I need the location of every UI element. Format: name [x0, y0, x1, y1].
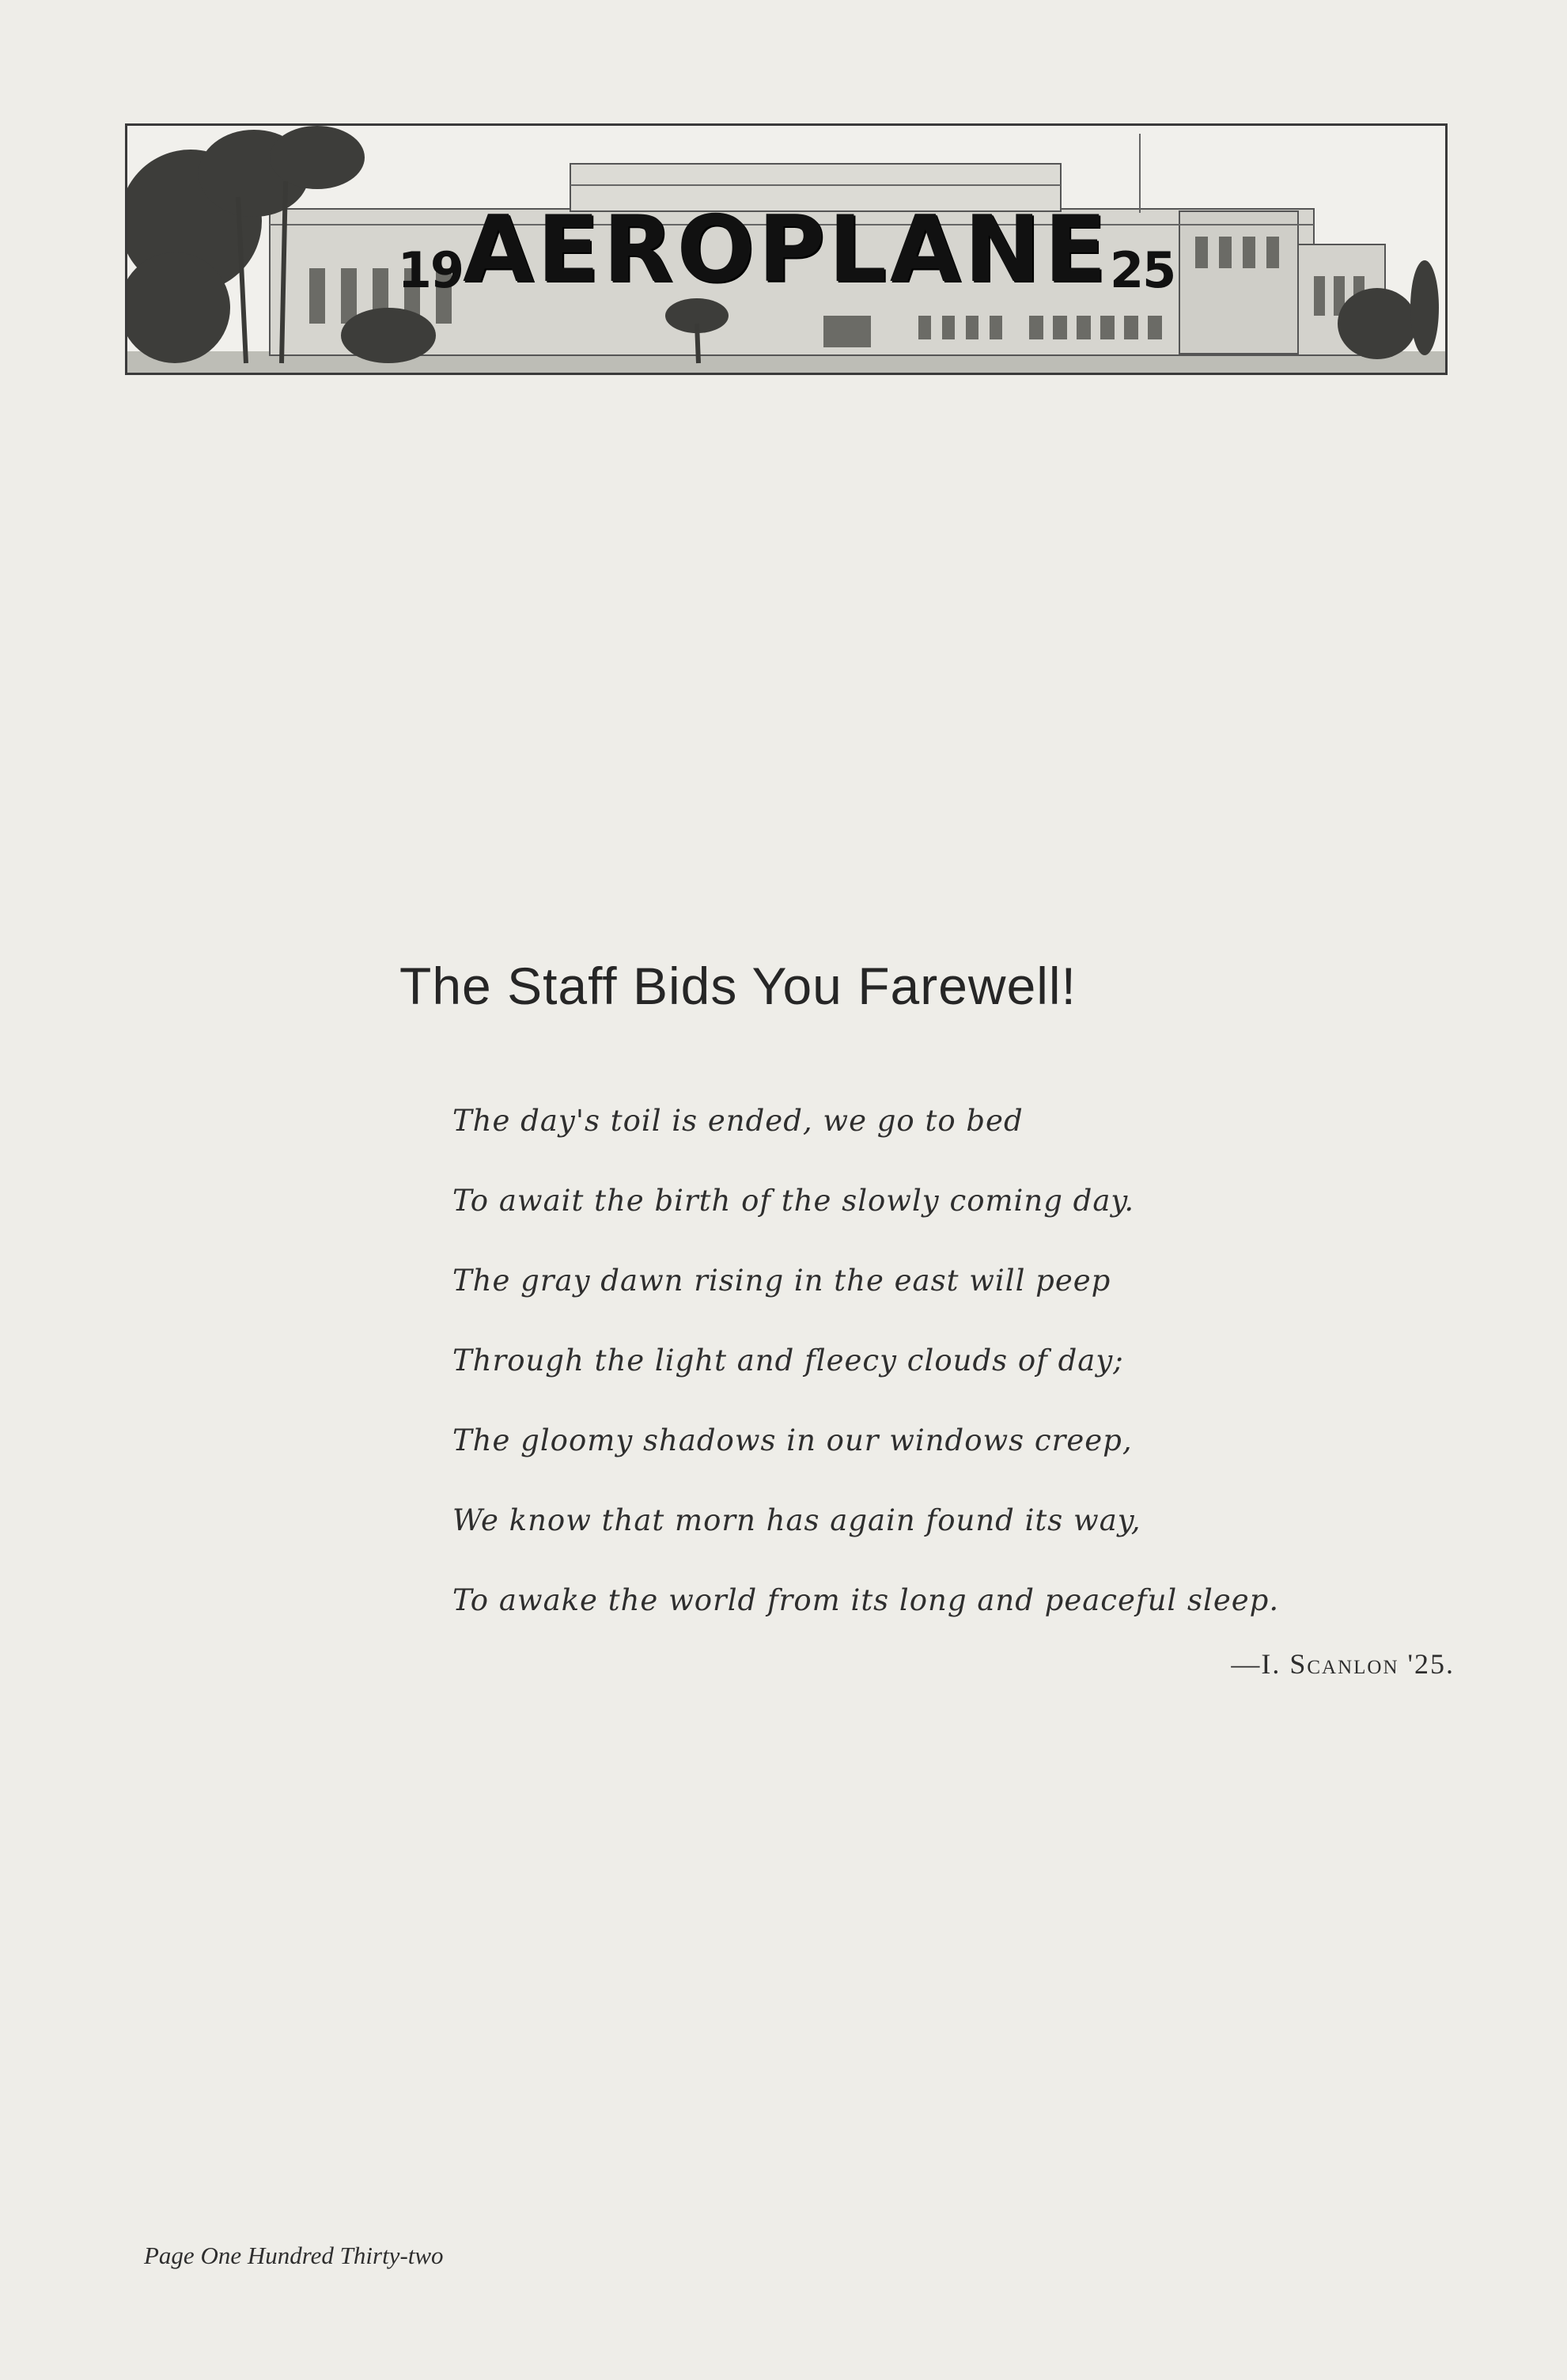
poem-line: The day's toil is ended, we go to bed: [452, 1104, 1024, 1138]
poem-line: To await the birth of the slowly coming day.: [452, 1184, 1135, 1218]
poem-line: The gray dawn rising in the east will peep: [452, 1264, 1111, 1298]
page-title: The Staff Bids You Farewell!: [399, 957, 1077, 1015]
school-building-illustration: [127, 126, 1445, 373]
poem-line: The gloomy shadows in our windows creep,: [452, 1423, 1133, 1457]
poem-line: Through the light and fleecy clouds of day;: [452, 1343, 1124, 1378]
banner-title-text: AEROPLANE: [463, 195, 1110, 303]
banner-year-suffix: 25: [1109, 241, 1175, 299]
banner-year-prefix: 19: [397, 241, 463, 299]
poem-attribution: —I. Scanlon '25.: [1231, 1648, 1455, 1680]
page-number: Page One Hundred Thirty-two: [144, 2242, 444, 2269]
poem: [452, 1081, 1279, 1640]
poem-line: To awake the world from its long and peaceful sleep.: [452, 1583, 1280, 1617]
poem-line: We know that morn has again found its way,: [452, 1503, 1141, 1537]
header-banner: [125, 123, 1448, 375]
